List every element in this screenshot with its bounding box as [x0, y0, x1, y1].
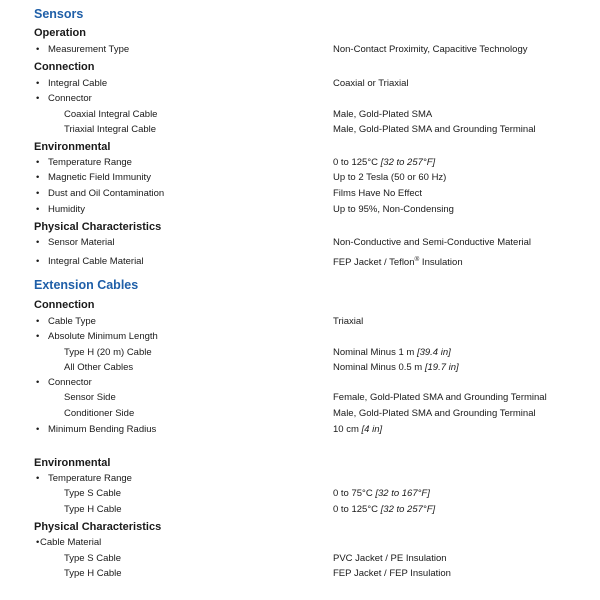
- bullet: •: [36, 316, 40, 327]
- spec-value: Up to 95%, Non-Condensing: [333, 204, 454, 215]
- value-imperial: [39.4 in]: [416, 347, 451, 358]
- spec-row-coaxial-integral-cable: [0, 109, 600, 123]
- spec-label: Coaxial Integral Cable: [64, 109, 158, 120]
- spec-label: Type H (20 m) Cable: [64, 347, 152, 358]
- spec-row-humidity: [0, 204, 600, 218]
- spec-value: [333, 504, 435, 515]
- spec-label: Absolute Minimum Length: [48, 331, 158, 342]
- registered-mark: ®: [414, 256, 420, 263]
- bullet: •: [36, 93, 40, 104]
- spec-row-cable-material: [0, 537, 600, 551]
- spec-label: Humidity: [48, 204, 85, 215]
- spec-label: Dust and Oil Contamination: [48, 188, 165, 199]
- spec-label: Cable Material: [40, 537, 102, 548]
- value-part: FEP Jacket / Teflon: [333, 257, 415, 269]
- bullet: •: [36, 188, 40, 199]
- spec-row-minimum-bending-radius: [0, 424, 600, 438]
- subheading-physical-characteristics: Physical Characteristics: [34, 521, 162, 533]
- spec-value: [333, 157, 435, 168]
- value-metric: Nominal Minus 1 m: [333, 347, 415, 358]
- spec-row-temperature-range: [0, 473, 600, 487]
- value-imperial: [19.7 in]: [424, 362, 459, 373]
- spec-row-type-s-cable: [0, 488, 600, 502]
- spec-value: Triaxial: [333, 316, 364, 327]
- spec-value: [333, 488, 430, 499]
- spec-value: Female, Gold-Plated SMA and Grounding Terminal: [333, 392, 547, 403]
- spec-label: Magnetic Field Immunity: [48, 172, 151, 183]
- value-imperial: [4 in]: [361, 424, 383, 435]
- bullet: •: [36, 256, 40, 267]
- spec-row-integral-cable-material: [0, 256, 600, 270]
- spec-label: All Other Cables: [64, 362, 134, 373]
- bullet: •: [36, 377, 40, 388]
- spec-label: Sensor Side: [64, 392, 116, 403]
- spec-label: Temperature Range: [48, 157, 132, 168]
- section-title-sensors: Sensors: [34, 7, 84, 21]
- spec-row-integral-cable: [0, 78, 600, 92]
- section-title-extension-cables: Extension Cables: [34, 278, 139, 292]
- value-metric: 10 cm: [333, 424, 359, 435]
- spec-row-all-other-cables: [0, 362, 600, 376]
- spec-label: Type H Cable: [64, 504, 122, 515]
- spec-row-absolute-minimum-length: [0, 331, 600, 345]
- spec-value: FEP Jacket / FEP Insulation: [333, 568, 451, 579]
- spec-label: Temperature Range: [48, 473, 132, 484]
- spec-row-sensor-material: [0, 237, 600, 251]
- spec-label: Sensor Material: [48, 237, 115, 248]
- spec-value: [333, 424, 382, 435]
- subheading-environmental: Environmental: [34, 141, 111, 153]
- value-metric: Nominal Minus 0.5 m: [333, 362, 423, 373]
- spec-label: Cable Type: [48, 316, 96, 327]
- spec-value: Up to 2 Tesla (50 or 60 Hz): [333, 172, 447, 183]
- spec-row-dust-oil: [0, 188, 600, 202]
- spec-label: Integral Cable: [48, 78, 108, 89]
- value-part: Insulation: [419, 257, 463, 269]
- bullet: •: [36, 78, 40, 89]
- value-imperial: [32 to 167°F]: [375, 488, 430, 499]
- bullet: •: [36, 331, 40, 342]
- spec-row-magnetic-field-immunity: [0, 172, 600, 186]
- bullet: •: [36, 157, 40, 168]
- subheading-connection: Connection: [34, 61, 95, 73]
- spec-row-conditioner-side: [0, 408, 600, 422]
- spec-value: [333, 256, 463, 268]
- spec-label: Connector: [48, 377, 92, 388]
- bullet: •: [36, 537, 40, 548]
- spec-row-triaxial-integral-cable: [0, 124, 600, 138]
- spec-label: Measurement Type: [48, 44, 130, 55]
- bullet: •: [36, 424, 40, 435]
- spec-row-sensor-side: [0, 392, 600, 406]
- bullet: •: [36, 172, 40, 183]
- spec-row-type-h-20m: [0, 347, 600, 361]
- value-imperial: [32 to 257°F]: [380, 157, 436, 168]
- spec-value: [333, 362, 459, 373]
- spec-row-type-h-cable: [0, 504, 600, 518]
- subheading-environmental: Environmental: [34, 457, 111, 469]
- spec-label: Connector: [48, 93, 92, 104]
- value-metric: 0 to 125°C: [333, 157, 378, 168]
- value-metric: 0 to 125°C: [333, 504, 378, 515]
- spec-label: Type H Cable: [64, 568, 122, 579]
- spec-row-measurement-type: [0, 44, 600, 58]
- spec-value: Non-Contact Proximity, Capacitive Technology: [333, 44, 528, 55]
- value-metric: 0 to 75°C: [333, 488, 373, 499]
- spec-label: Type S Cable: [64, 553, 122, 564]
- value-imperial: [32 to 257°F]: [380, 504, 436, 515]
- spec-label: Integral Cable Material: [48, 256, 144, 267]
- spec-row-connector: [0, 93, 600, 107]
- spec-row-type-h-cable: [0, 568, 600, 582]
- spec-value: [333, 347, 451, 358]
- spec-label: Minimum Bending Radius: [48, 424, 157, 435]
- spec-value: Films Have No Effect: [333, 188, 423, 199]
- spec-value: Non-Conductive and Semi-Conductive Material: [333, 237, 532, 248]
- spec-label: Triaxial Integral Cable: [64, 124, 157, 135]
- spec-label: Type S Cable: [64, 488, 122, 499]
- bullet: •: [36, 473, 40, 484]
- subheading-operation: Operation: [34, 27, 86, 39]
- bullet: •: [36, 237, 40, 248]
- bullet: •: [36, 204, 40, 215]
- spec-value: Male, Gold-Plated SMA and Grounding Terminal: [333, 124, 536, 135]
- spec-row-temperature-range: [0, 157, 600, 171]
- spec-label: Conditioner Side: [64, 408, 135, 419]
- spec-row-connector: [0, 377, 600, 391]
- subheading-physical-characteristics: Physical Characteristics: [34, 221, 162, 233]
- spec-value: Male, Gold-Plated SMA: [333, 109, 433, 120]
- spec-row-type-s-cable: [0, 553, 600, 567]
- subheading-connection: Connection: [34, 299, 95, 311]
- bullet: •: [36, 44, 40, 55]
- spec-value: Male, Gold-Plated SMA and Grounding Terminal: [333, 408, 536, 419]
- spec-value: PVC Jacket / PE Insulation: [333, 553, 447, 564]
- spec-value: Coaxial or Triaxial: [333, 78, 409, 89]
- spec-row-cable-type: [0, 316, 600, 330]
